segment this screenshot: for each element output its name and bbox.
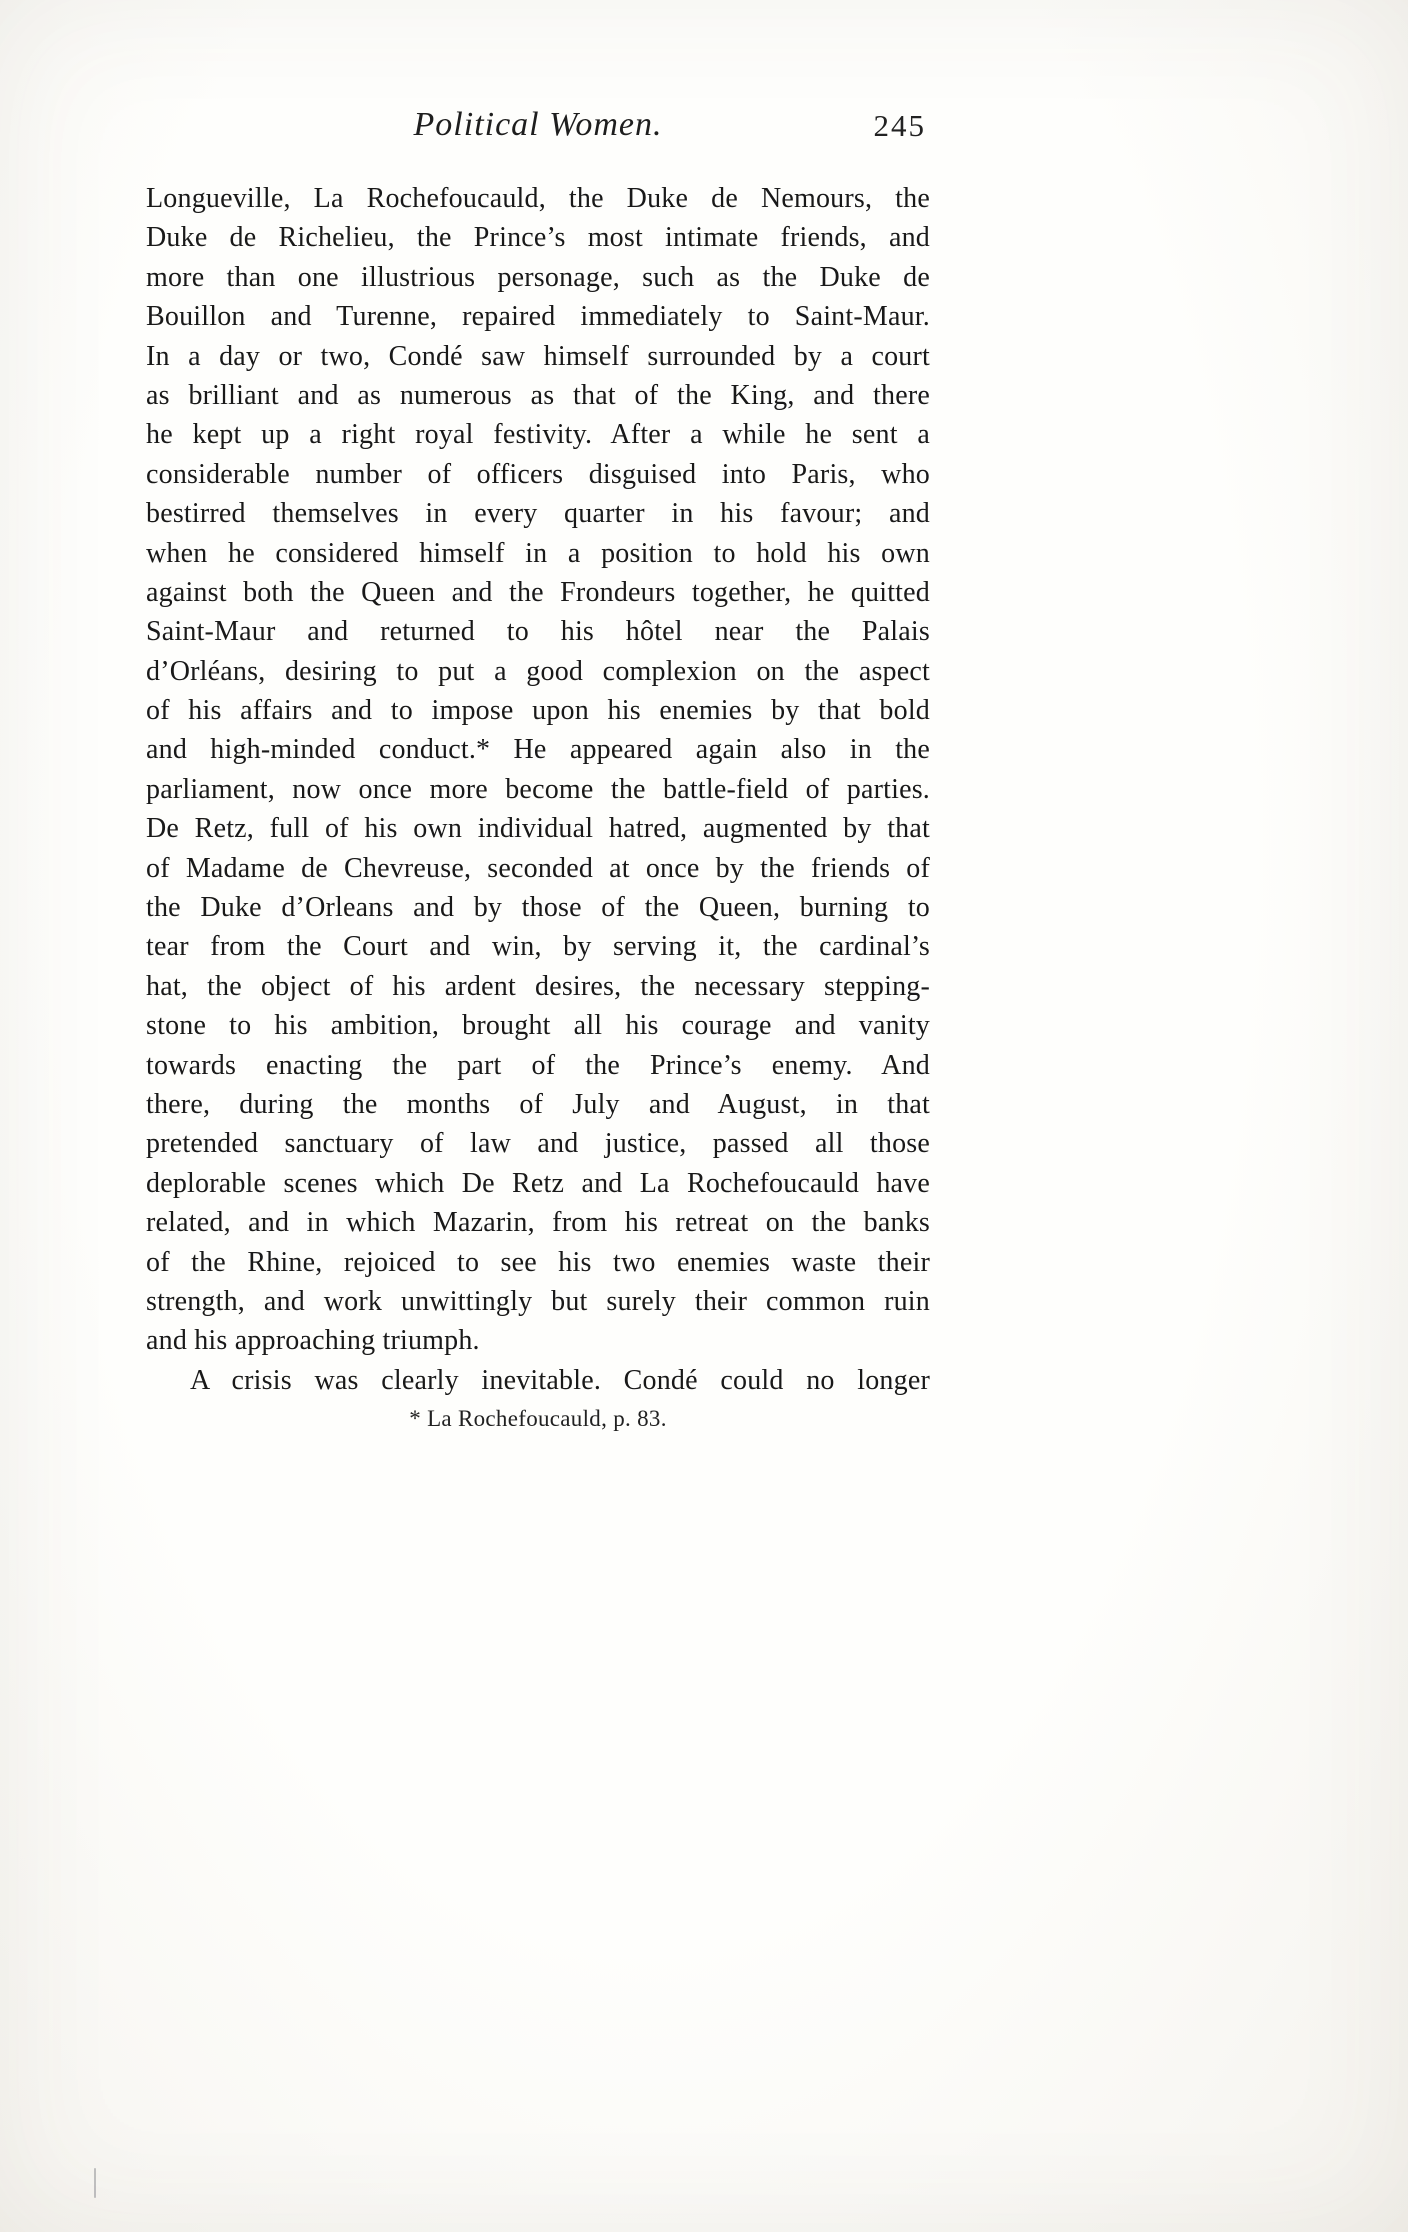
text-line: when he considered himself in a position to hold his own [146,537,930,569]
text-line: Longueville, La Rochefoucauld, the Duke de Nemours, the [146,183,930,214]
running-title: Political Women. [413,106,663,143]
text-line: tear from the Court and win, by serving it, the cardinal’s [146,931,930,963]
text-line: of his affairs and to impose upon his enemies by that bold [146,695,930,727]
text-line: as brilliant and as numerous as that of the King, and there [146,379,930,411]
text-line: In a day or two, Condé saw himself surrounded by a court [146,340,930,372]
text-line: bestirred themselves in every quarter in his favour; and [146,498,930,530]
text-line: stone to his ambition, brought all his courage and vanity [146,1010,930,1042]
text-line: pretended sanctuary of law and justice, passed all those [146,1128,930,1160]
text-line: Bouillon and Turenne, repaired immediately to Saint-Maur. [146,301,930,333]
text-line: against both the Queen and the Frondeurs together, he quitted [146,576,930,608]
text-line: there, during the months of July and August, in that [146,1088,930,1120]
text-line: of Madame de Chevreuse, seconded at once by the friends of [146,852,930,884]
text-line: he kept up a right royal festivity. After a while he sent a [146,419,930,451]
body-text [146,179,930,1400]
text-line: deplorable scenes which De Retz and La Rochefoucauld have [146,1167,930,1199]
text-line: A crisis was clearly inevitable. Condé could no longer [190,1364,930,1396]
text-line: related, and in which Mazarin, from his retreat on the banks [146,1207,930,1239]
text-line: Saint-Maur and returned to his hôtel near the Palais [146,616,930,648]
text-line: towards enacting the part of the Prince’s enemy. And [146,1049,930,1081]
text-line: the Duke d’Orleans and by those of the Queen, burning to [146,892,930,924]
footnote: * La Rochefoucauld, p. 83. [409,1406,667,1431]
text-line: parliament, now once more become the battle-field of parties. [146,773,930,805]
text-line: Duke de Richelieu, the Prince’s most intimate friends, and [146,222,930,254]
text-line: De Retz, full of his own individual hatred, augmented by that [146,813,930,845]
scan-mark [94,2168,96,2198]
text-line: and high-minded conduct.* He appeared again also in the [146,734,930,766]
text-line: of the Rhine, rejoiced to see his two enemies waste their [146,1246,930,1278]
page-header [146,106,930,154]
text-line: and his approaching triumph. [146,1325,480,1357]
text-line: d’Orléans, desiring to put a good complexion on the aspect [146,655,930,687]
text-line: hat, the object of his ardent desires, the necessary stepping- [146,970,930,1002]
page-number: 245 [873,108,926,143]
text-line: strength, and work unwittingly but surely their common ruin [146,1285,930,1317]
text-line: considerable number of officers disguised into Paris, who [146,458,930,490]
text-line: more than one illustrious personage, such as the Duke de [146,261,930,293]
